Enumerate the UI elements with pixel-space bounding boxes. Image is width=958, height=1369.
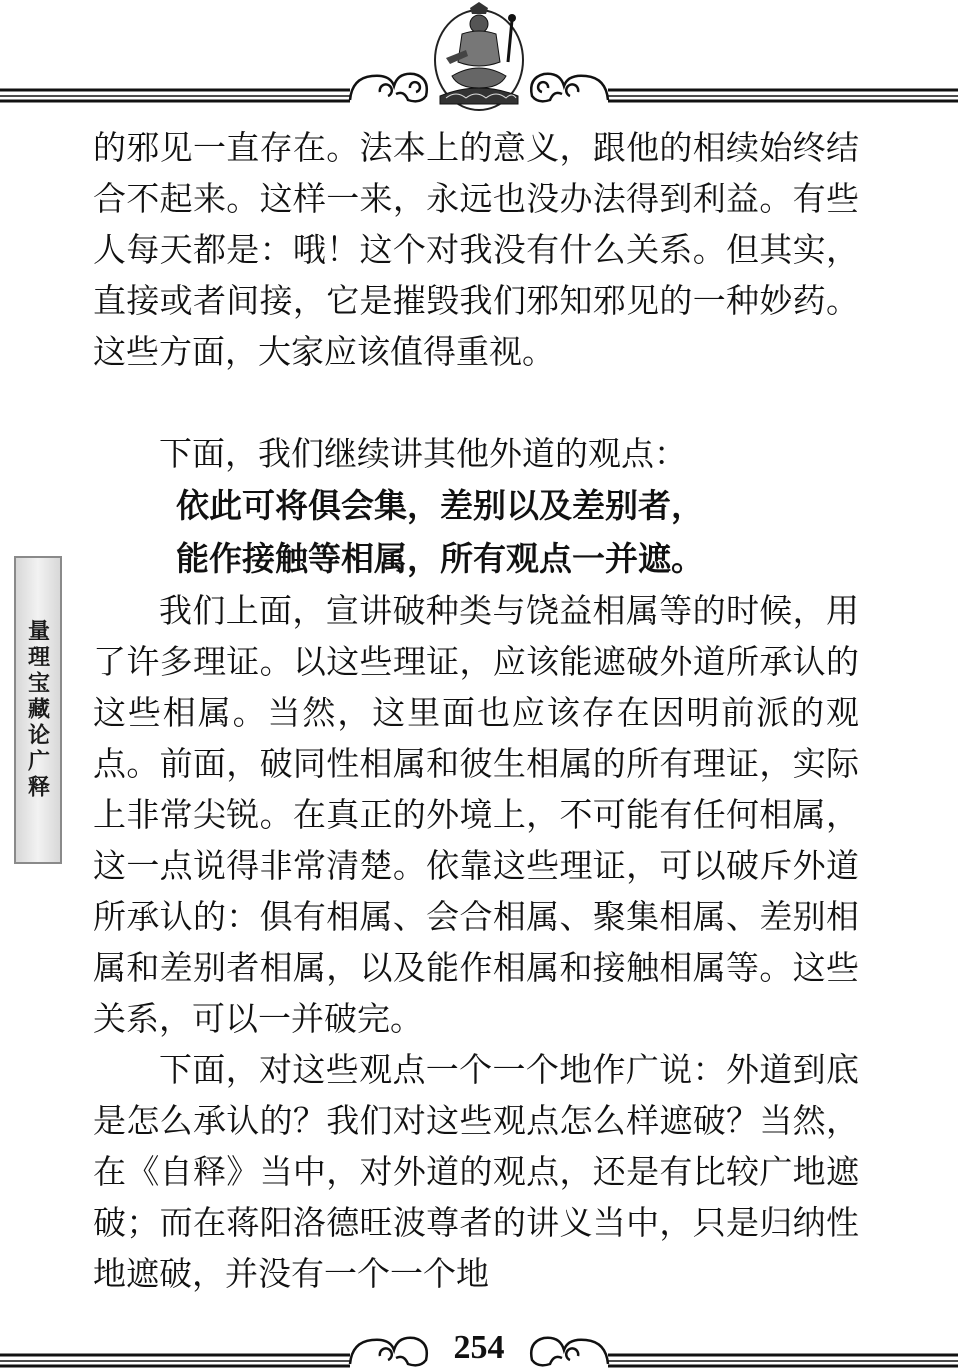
paragraph-continued: 的邪见一直存在。法本上的意义，跟他的相续始终结合不起来。这样一来，永远也没办法得到利益。有些人每天都是：哦！这个对我没有什么关系。但其实，直接或者间接，它是摧毁我们邪知邪见的一种妙药。这些方面，大家应该值得重视。 <box>93 128 859 371</box>
intro-line: 下面，我们继续讲其他外道的观点： <box>159 434 687 473</box>
padmasambhava-figure-icon <box>433 2 525 110</box>
cloud-scroll-left-icon <box>350 74 427 102</box>
side-tab-title: 量理宝藏论广释 <box>24 619 51 801</box>
page-number: 254 <box>453 1329 505 1366</box>
main-content <box>93 122 859 1299</box>
verse-line-2: 能作接触等相属，所有观点一并遮。 <box>176 539 704 578</box>
side-tab <box>14 556 62 864</box>
paragraph-3: 下面，对这些观点一个一个地作广说：外道到底是怎么承认的？我们对这些观点怎么样遮破？当然，在《自释》当中，对外道的观点，还是有比较广地遮破；而在蒋阳洛德旺波尊者的讲义当中，只是归纳性地遮破，并没有一个一个地 <box>93 1050 859 1293</box>
page-header-ornament <box>0 0 958 112</box>
paragraph-spacer <box>93 377 859 428</box>
verse-line-1: 依此可将俱会集，差别以及差别者， <box>176 486 704 525</box>
cloud-scroll-right-icon <box>531 74 608 102</box>
paragraph-2: 我们上面，宣讲破种类与饶益相属等的时候，用了许多理证。以这些理证，应该能遮破外道所承认的这些相属。当然，这里面也应该存在因明前派的观点。前面，破同性相属和彼生相属的所有理证，实际上非常尖锐。在真正的外境上，不可能有任何相属，这一点说得非常清楚。依靠这些理证，可以破斥外道所承认的：俱有相属、会合相属、聚集相属、差别相属和差别者相属，以及能作相属和接触相属等。这些关系，可以一并破完。 <box>93 591 859 1038</box>
